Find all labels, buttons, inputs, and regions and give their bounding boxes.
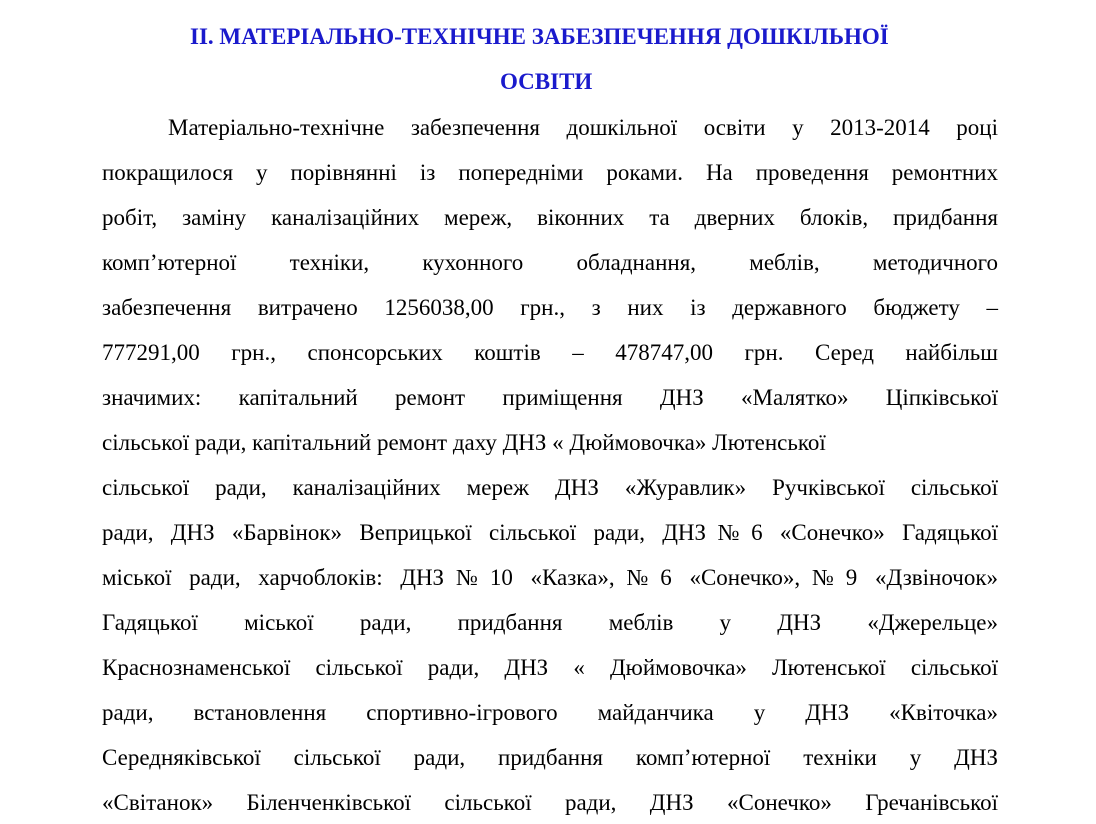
paragraph-line: Краснознаменської сільської ради, ДНЗ « Дюймовочка» Лютенської сільської	[102, 655, 998, 680]
paragraph-line: покращилося у порівнянні із попередніми роками. На проведення ремонтних	[102, 160, 998, 185]
paragraph-line: Матеріально-технічне забезпечення дошкільної освіти у 2013-2014 році	[168, 115, 998, 140]
paragraph-line: ради, ДНЗ «Барвінок» Веприцької сільської ради, ДНЗ№6 «Сонечко» Гадяцької	[102, 520, 998, 545]
paragraph-line: значимих: капітальний ремонт приміщення ДНЗ «Малятко» Ціпківської	[102, 385, 998, 410]
paragraph-line: «Світанок» Біленченківської сільської ради, ДНЗ «Сонечко» Гречанівської	[102, 790, 998, 815]
section-heading-line-2: ОСВІТИ	[500, 69, 593, 94]
paragraph-line: Гадяцької міської ради, придбання меблів у ДНЗ «Джерельце»	[102, 610, 998, 635]
paragraph-line: сільської ради, капітальний ремонт даху ДНЗ « Дюймовочка» Лютенської	[102, 430, 826, 455]
paragraph-line: 777291,00 грн., спонсорських коштів – 478747,00 грн. Серед найбільш	[102, 340, 998, 365]
paragraph-line: комп’ютерної техніки, кухонного обладнання, меблів, методичного	[102, 250, 998, 275]
paragraph-line: ради, встановлення спортивно-ігрового майданчика у ДНЗ «Квіточка»	[102, 700, 998, 725]
section-heading-line-1: ІІ. МАТЕРІАЛЬНО-ТЕХНІЧНЕ ЗАБЕЗПЕЧЕННЯ ДОШКІЛЬНОЇ	[190, 24, 889, 49]
paragraph-line: Середняківської сільської ради, придбання комп’ютерної техніки у ДНЗ	[102, 745, 998, 770]
paragraph-line: сільської ради, каналізаційних мереж ДНЗ «Журавлик» Ручківської сільської	[102, 475, 998, 500]
paragraph-line: робіт, заміну каналізаційних мереж, віконних та дверних блоків, придбання	[102, 205, 998, 230]
paragraph-line: міської ради, харчоблоків: ДНЗ№10 «Казка»,№6 «Сонечко»,№9 «Дзвіночок»	[102, 565, 998, 590]
paragraph-line: забезпечення витрачено 1256038,00 грн., з них із державного бюджету –	[102, 295, 998, 320]
